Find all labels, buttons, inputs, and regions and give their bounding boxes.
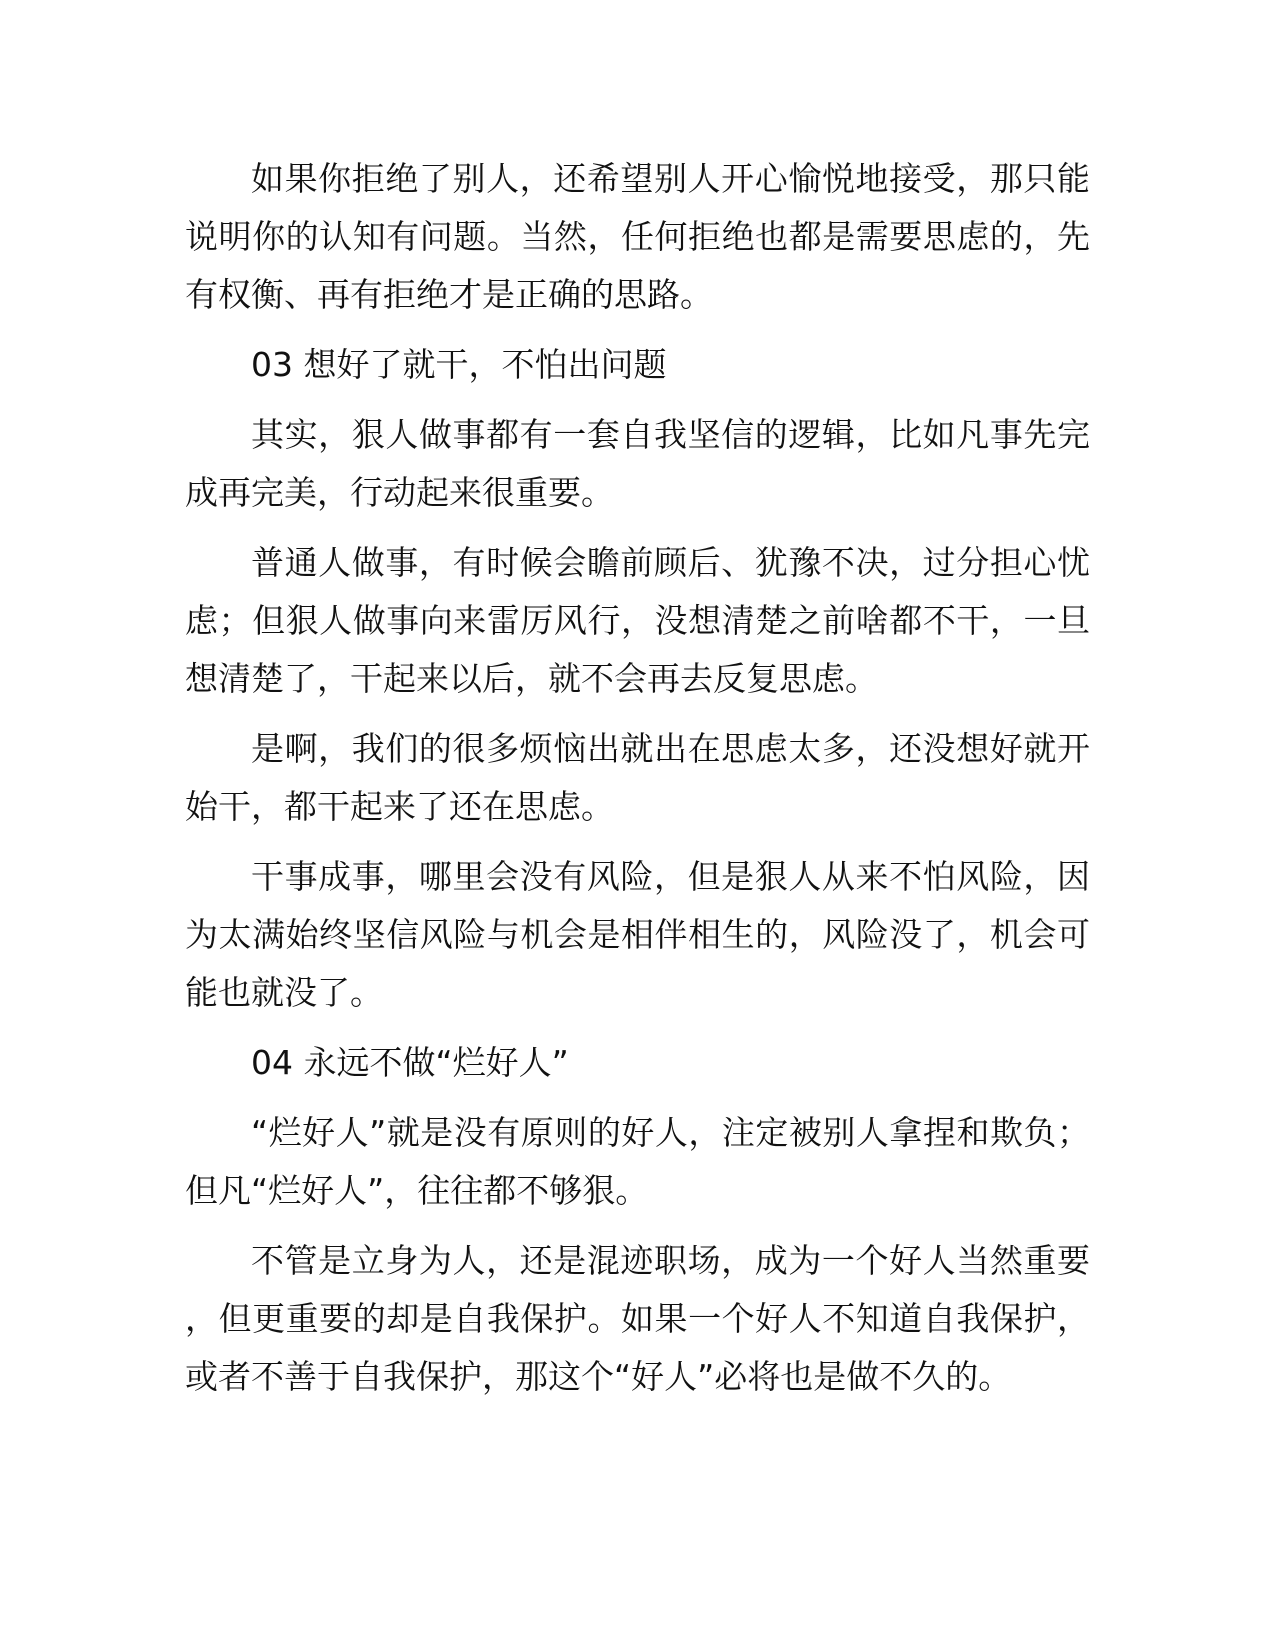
paragraph-risk: 干事成事，哪里会没有风险，但是狠人从来不怕风险，因为太满始终坚信风险与机会是相伴相生的，风险没了，机会可能也就没了。 bbox=[185, 857, 1090, 1012]
section-heading-04: 04 永远不做“烂好人” bbox=[251, 1043, 569, 1082]
paragraph-worries: 是啊，我们的很多烦恼出就出在思虑太多，还没想好就开始干，都干起来了还在思虑。 bbox=[185, 729, 1090, 826]
document-page bbox=[185, 150, 1090, 1418]
section-heading-03: 03 想好了就干，不怕出问题 bbox=[251, 345, 667, 384]
paragraph-bad-good-person: “烂好人”就是没有原则的好人，注定被别人拿捏和欺负；但凡“烂好人”，往往都不够狠。 bbox=[185, 1113, 1090, 1210]
paragraph-self-protection: 不管是立身为人，还是混迹职场，成为一个好人当然重要，但更重要的却是自我保护。如果一个好人不知道自我保护，或者不善于自我保护，那这个“好人”必将也是做不久的。 bbox=[185, 1241, 1090, 1396]
paragraph-logic: 其实，狠人做事都有一套自我坚信的逻辑，比如凡事先完成再完美，行动起来很重要。 bbox=[185, 415, 1090, 512]
paragraph-refusal: 如果你拒绝了别人，还希望别人开心愉悦地接受，那只能说明你的认知有问题。当然，任何拒绝也都是需要思虑的，先有权衡、再有拒绝才是正确的思路。 bbox=[185, 159, 1090, 314]
paragraph-ordinary-people: 普通人做事，有时候会瞻前顾后、犹豫不决，过分担心忧虑；但狠人做事向来雷厉风行，没想清楚之前啥都不干，一旦想清楚了，干起来以后，就不会再去反复思虑。 bbox=[185, 543, 1090, 698]
